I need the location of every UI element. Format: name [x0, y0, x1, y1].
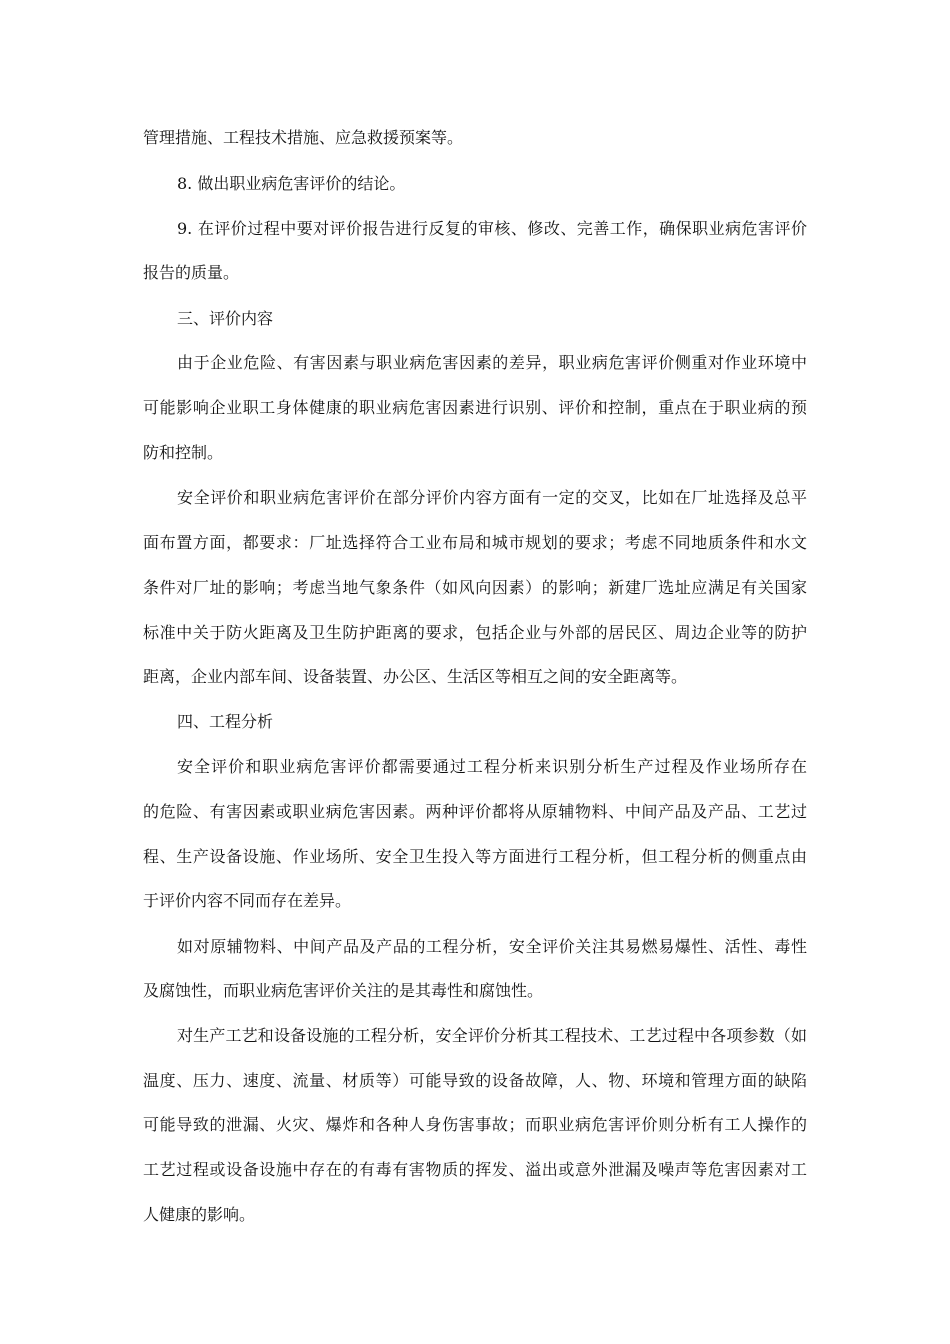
- paragraph-line: 面布置方面，都要求：厂址选择符合工业布局和城市规划的要求；考虑不同地质条件和水文: [143, 533, 807, 552]
- paragraph-line: 距离，企业内部车间、设备装置、办公区、生活区等相互之间的安全距离等。: [143, 667, 688, 686]
- paragraph-line: 条件对厂址的影响；考虑当地气象条件（如风向因素）的影响；新建厂选址应满足有关国家: [143, 578, 807, 597]
- paragraph-line: 安全评价和职业病危害评价都需要通过工程分析来识别分析生产过程及作业场所存在: [177, 757, 807, 776]
- paragraph-line: 工艺过程或设备设施中存在的有毒有害物质的挥发、溢出或意外泄漏及噪声等危害因素对工: [143, 1160, 807, 1179]
- paragraph-line: 如对原辅物料、中间产品及产品的工程分析，安全评价关注其易燃易爆性、活性、毒性: [177, 937, 807, 956]
- paragraph-line: 防和控制。: [143, 443, 224, 462]
- section-heading: 四、工程分析: [177, 712, 274, 731]
- paragraph-line: 及腐蚀性，而职业病危害评价关注的是其毒性和腐蚀性。: [143, 981, 544, 1000]
- paragraph-line: 程、生产设备设施、作业场所、安全卫生投入等方面进行工程分析，但工程分析的侧重点由: [143, 847, 807, 866]
- paragraph-line: 报告的质量。: [143, 263, 240, 282]
- paragraph-line: 的危险、有害因素或职业病危害因素。两种评价都将从原辅物料、中间产品及产品、工艺过: [143, 802, 807, 821]
- paragraph-line: 可能导致的泄漏、火灾、爆炸和各种人身伤害事故；而职业病危害评价则分析有工人操作的: [143, 1115, 807, 1134]
- paragraph-line: 安全评价和职业病危害评价在部分评价内容方面有一定的交叉，比如在厂址选择及总平: [177, 488, 807, 507]
- paragraph-line: 8. 做出职业病危害评价的结论。: [177, 174, 406, 193]
- paragraph-line: 人健康的影响。: [143, 1205, 256, 1224]
- paragraph-line: 对生产工艺和设备设施的工程分析，安全评价分析其工程技术、工艺过程中各项参数（如: [177, 1026, 807, 1045]
- paragraph-line: 标准中关于防火距离及卫生防护距离的要求，包括企业与外部的居民区、周边企业等的防护: [143, 623, 807, 642]
- paragraph-line: 9. 在评价过程中要对评价报告进行反复的审核、修改、完善工作，确保职业病危害评价: [177, 219, 807, 238]
- paragraph-line: 温度、压力、速度、流量、材质等）可能导致的设备故障，人、物、环境和管理方面的缺陷: [143, 1071, 807, 1090]
- paragraph-line: 由于企业危险、有害因素与职业病危害因素的差异，职业病危害评价侧重对作业环境中: [177, 353, 807, 372]
- section-heading: 三、评价内容: [177, 309, 274, 328]
- paragraph-line: 可能影响企业职工身体健康的职业病危害因素进行识别、评价和控制，重点在于职业病的预: [143, 398, 807, 417]
- paragraph-line: 于评价内容不同而存在差异。: [143, 891, 352, 910]
- paragraph-line: 管理措施、工程技术措施、应急救援预案等。: [143, 128, 464, 147]
